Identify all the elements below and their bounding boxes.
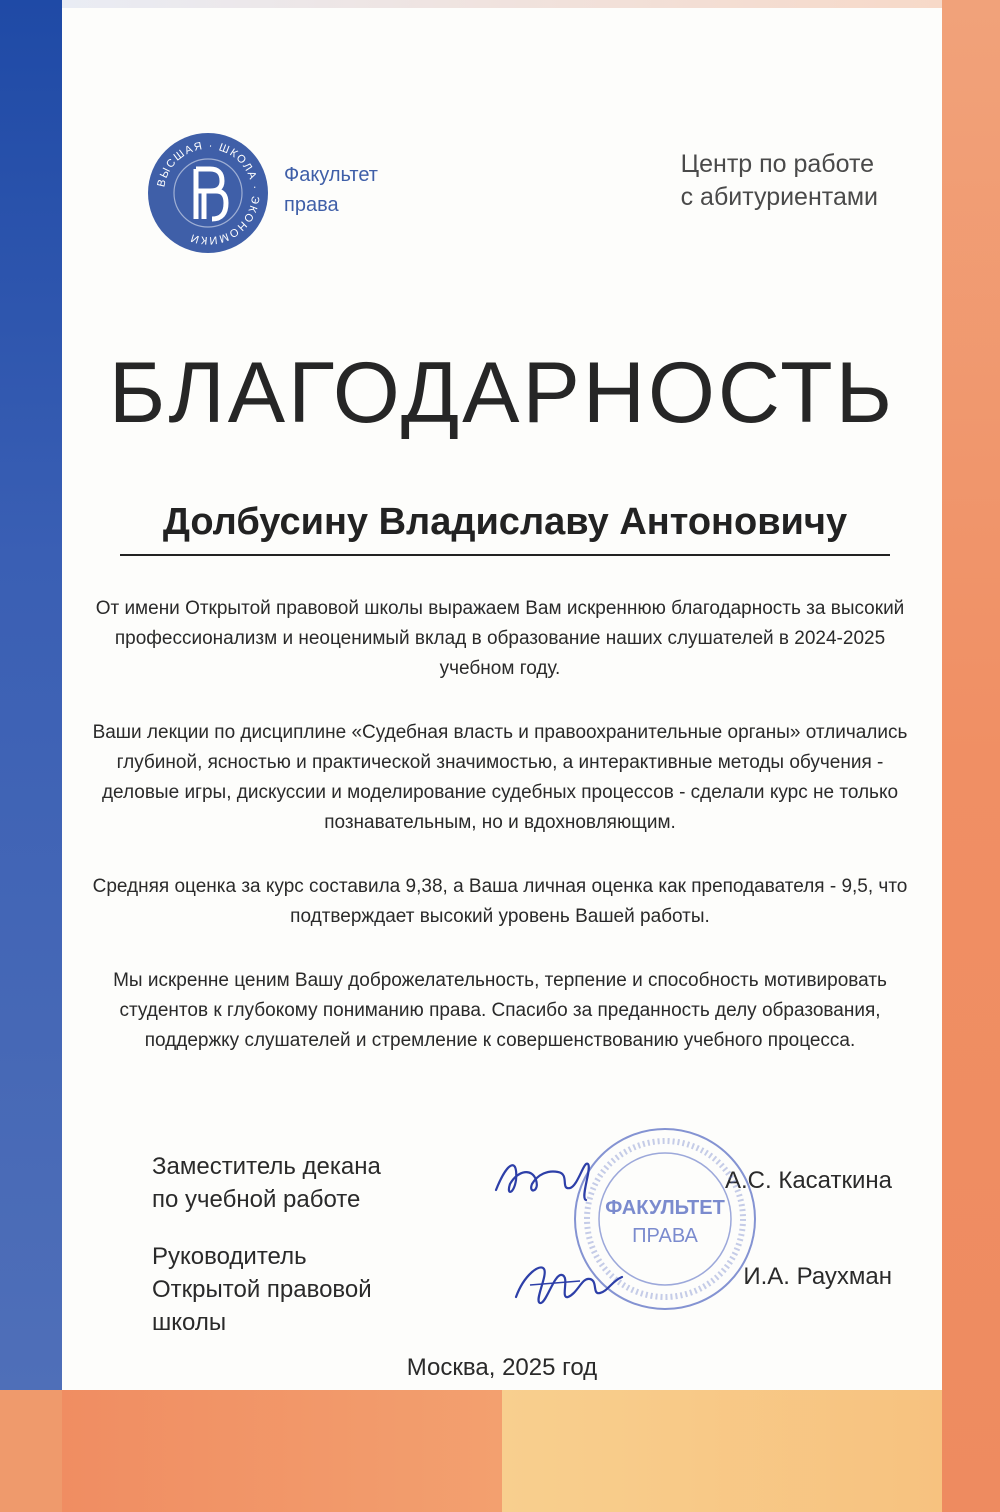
signature-1-icon: [488, 1150, 618, 1210]
bottom-yellow-band: [502, 1390, 942, 1512]
faculty-name: [284, 160, 378, 220]
recipient-name: Долбусину Владиславу Антоновичу: [120, 492, 890, 556]
signatory-1-role-line-2: по учебной работе: [152, 1186, 361, 1213]
center-line-2: с абитуриентами: [680, 183, 878, 211]
signatory-2-role: [152, 1240, 372, 1339]
right-orange-band: [942, 0, 1000, 1512]
certificate-body: [90, 594, 910, 1090]
paragraph-1: От имени Открытой правовой школы выражаем Вам искреннюю благодарность за высокий профессионализм и неоценимый вклад в образование наших слушателей в 2024-2025 учебном году.: [95, 598, 905, 679]
paragraph-3: Средняя оценка за курс составила 9,38, а Ваша личная оценка как преподавателя - 9,5, что подтверждает высокий уровень Вашей работы.: [92, 876, 908, 927]
admissions-center-name: [681, 148, 878, 214]
paragraph-2: Ваши лекции по дисциплине «Судебная власть и правоохранительные органы» отличались глубиной, ясностью и практической значимостью, а интерактивные методы обучения - деловые игры, дискуссии и моделирование судебных процессов - сделали курс не только познавательным, но и вдохновляющим.: [92, 722, 908, 833]
center-line-1: Центр по работе: [680, 150, 875, 178]
stamp-line-1: ФАКУЛЬТЕТ: [605, 1197, 725, 1219]
faculty-line-1: Факультет: [284, 164, 378, 186]
signature-2-icon: [510, 1255, 630, 1315]
signatory-1-name: А.С. Касаткина: [725, 1167, 892, 1194]
bottom-orange-band: [62, 1390, 502, 1512]
place-and-year: Москва, 2025 год: [406, 1354, 598, 1381]
signatory-1-role: [152, 1150, 381, 1216]
left-blue-band: [0, 0, 62, 1390]
signatory-2-role-line-2: Открытой правовой: [152, 1276, 372, 1303]
signatory-2-role-line-3: школы: [152, 1309, 227, 1336]
hse-logo-icon: [146, 131, 270, 255]
faculty-line-2: права: [284, 194, 339, 216]
signatory-2-name: И.А. Раухман: [743, 1263, 892, 1290]
svg-text:ВЫСШАЯ · ШКОЛА · ЭКОНОМИКИ: ВЫСШАЯ · ШКОЛА · ЭКОНОМИКИ: [155, 139, 262, 247]
signatory-2-role-line-1: Руководитель: [152, 1243, 307, 1270]
stamp-line-2: ПРАВА: [632, 1225, 698, 1247]
bottom-left-corner: [0, 1390, 62, 1512]
signatory-1-role-line-1: Заместитель декана: [152, 1153, 381, 1180]
paragraph-4: Мы искренне ценим Вашу доброжелательность, терпение и способность мотивировать студентов к глубокому пониманию права. Спасибо за преданность делу образования, поддержку слушателей и стремление к совершенствованию учебного процесса.: [113, 970, 887, 1051]
top-border: [62, 0, 942, 8]
document-title: БЛАГОДАРНОСТЬ: [108, 345, 896, 441]
